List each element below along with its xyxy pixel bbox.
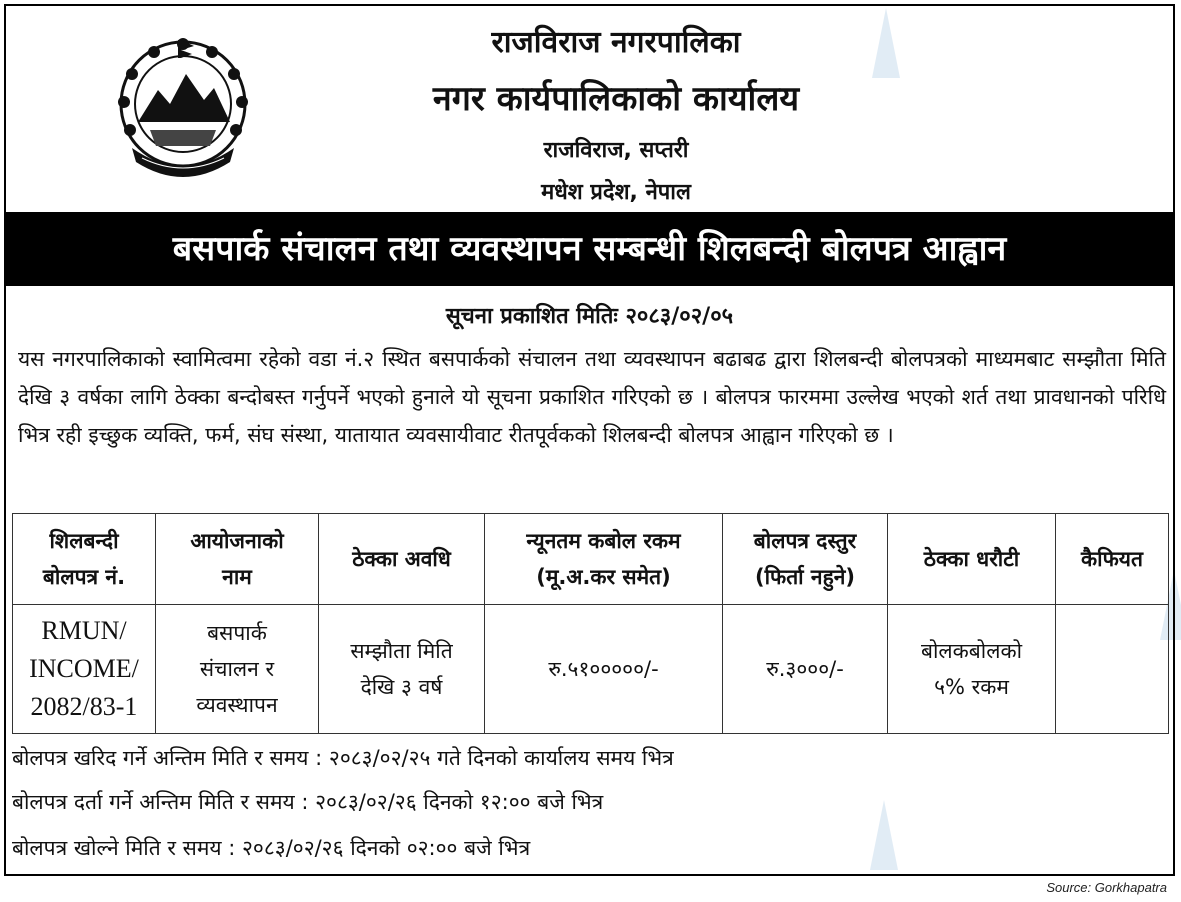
header-text: नाम <box>222 565 252 589</box>
header-contract-duration: ठेक्का अवधि <box>319 514 485 605</box>
cell-text: ५% रकम <box>934 675 1009 699</box>
office-province: मधेश प्रदेश, नेपाल <box>541 180 691 205</box>
cell-text: सम्झौता मिति <box>350 639 453 663</box>
cell-bid-deposit <box>888 605 1056 734</box>
header-text: शिलबन्दी <box>49 529 119 553</box>
cell-contract-duration <box>319 605 485 734</box>
header-bid-deposit: ठेक्का धरौटी <box>888 514 1056 605</box>
cell-bid-number <box>13 605 156 734</box>
office-location: राजविराज, सप्तरी <box>543 138 689 163</box>
cell-text: देखि ३ वर्ष <box>360 675 443 699</box>
table-row <box>13 605 1169 734</box>
header-text: बोलपत्र दस्तुर <box>753 529 857 553</box>
municipality-name: राजविराज नगरपालिका <box>491 25 741 60</box>
header-text: न्यूनतम कबोल रकम <box>526 529 681 553</box>
header-bid-fee <box>723 514 888 605</box>
header-bid-number <box>13 514 156 605</box>
cell-text: बोलकबोलको <box>920 639 1023 663</box>
cell-text: बसपार्क <box>207 621 267 645</box>
bid-submission-deadline: बोलपत्र दर्ता गर्ने अन्तिम मिति र समय : २०८३/०२/२६ दिनको १२:०० बजे भित्र <box>12 790 604 814</box>
bid-opening-time: बोलपत्र खोल्ने मिति र समय : २०८३/०२/२६ दिनको ०२:०० बजे भित्र <box>12 836 531 860</box>
cell-minimum-bid: रु.५१०००००/- <box>485 605 723 734</box>
header-project-name <box>156 514 319 605</box>
cell-bid-fee: रु.३०००/- <box>723 605 888 734</box>
nepal-government-emblem-icon <box>110 34 256 180</box>
cell-remarks <box>1056 605 1169 734</box>
cell-text: RMUN/ <box>41 616 127 645</box>
header-text: बोलपत्र नं. <box>42 565 126 589</box>
cell-project-name <box>156 605 319 734</box>
notice-paragraph: यस नगरपालिकाको स्वामित्वमा रहेको वडा नं.२ स्थित बसपार्कको संचालन तथा व्यवस्थापन बढाबढ द्वारा शिलबन्दी बोलपत्रको माध्यमबाट सम्झौता मिति देखि ३ वर्षका लागि ठेक्का बन्दोबस्त गर्नुपर्ने भएको हुनाले यो सूचना प्रकाशित गरिएको छ । बोलपत्र फारममा उल्लेख भएको शर्त तथा प्रावधानको परिधि भित्र रही इच्छुक व्यक्ति, फर्म, संघ संस्था, यातायात व्यवसायीवाट रीतपूर्वकको शिलबन्दी बोलपत्र आह्वान गरिएको छ । <box>18 347 1166 447</box>
notice-header <box>6 6 1173 212</box>
header-text: आयोजनाको <box>190 529 284 553</box>
header-text: (फिर्ता नहुने) <box>754 565 855 589</box>
source-credit: Source: Gorkhapatra <box>1046 880 1167 895</box>
cell-text: व्यवस्थापन <box>196 693 278 717</box>
bid-details-table <box>12 513 1169 734</box>
cell-text: संचालन र <box>199 657 275 681</box>
notice-title-banner: बसपार्क संचालन तथा व्यवस्थापन सम्बन्धी शिलबन्दी बोलपत्र आह्वान <box>6 212 1173 286</box>
header-minimum-bid <box>485 514 723 605</box>
cell-text: INCOME/ <box>29 654 139 683</box>
publication-date: सूचना प्रकाशित मितिः २०८३/०२/०५ <box>445 304 734 329</box>
bid-purchase-deadline: बोलपत्र खरिद गर्ने अन्तिम मिति र समय : २०८३/०२/२५ गते दिनको कार्यालय समय भित्र <box>12 746 674 770</box>
table-header-row <box>13 514 1169 605</box>
office-name: नगर कार्यपालिकाको कार्यालय <box>432 79 800 119</box>
header-text: (मू.अ.कर समेत) <box>536 565 671 589</box>
cell-text: 2082/83-1 <box>30 692 138 721</box>
header-remarks: कैफियत <box>1056 514 1169 605</box>
